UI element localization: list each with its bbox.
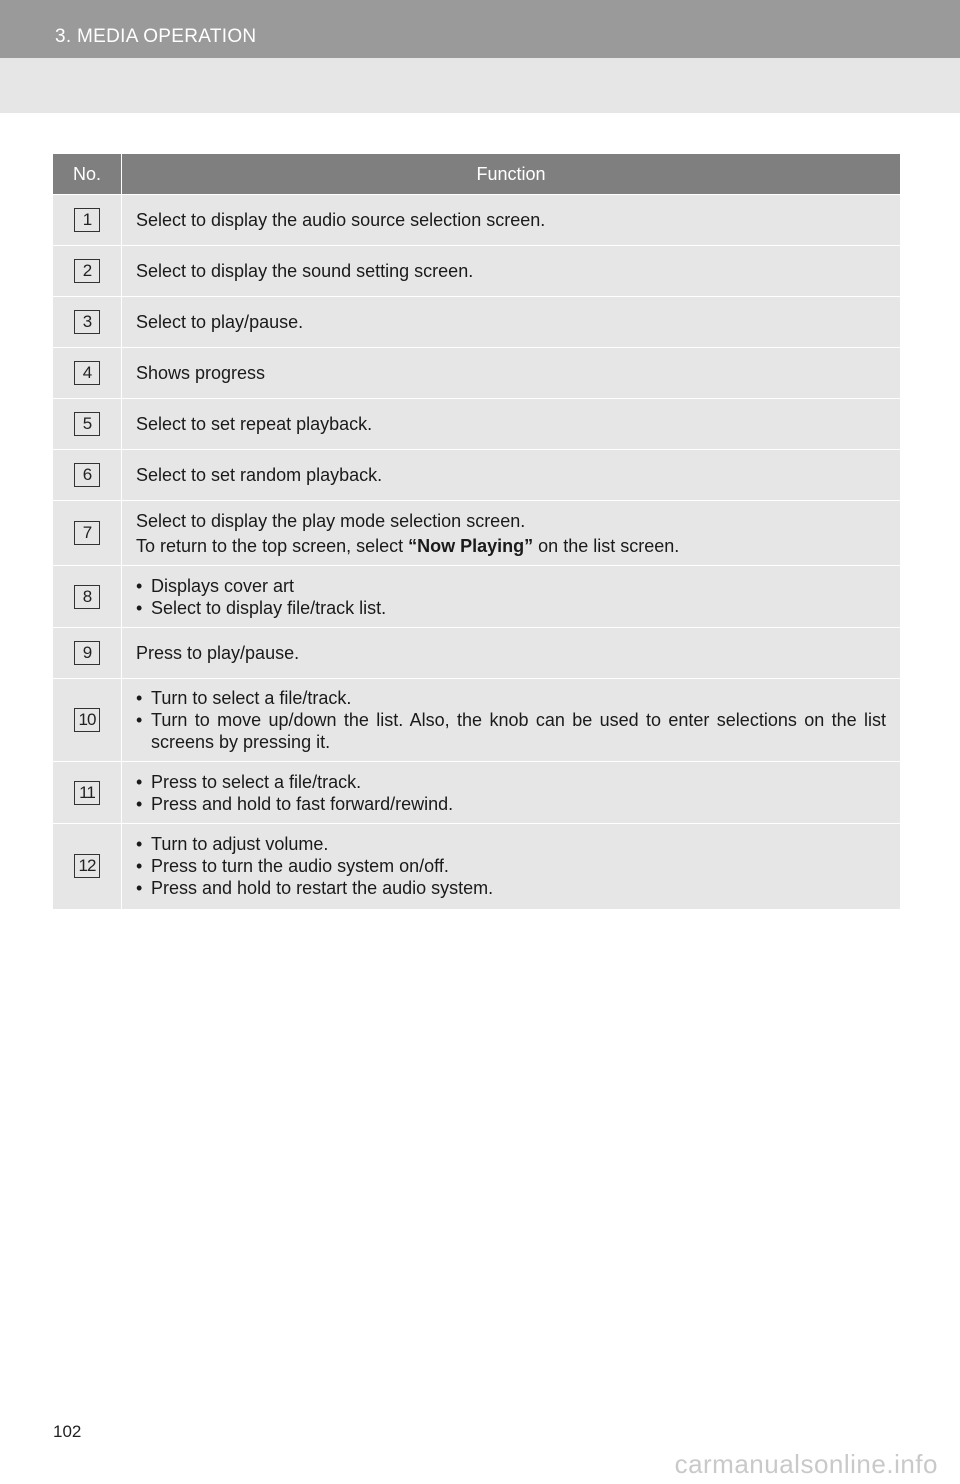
watermark: carmanualsonline.info (674, 1449, 938, 1479)
number-badge: 8 (74, 585, 100, 609)
table-row (53, 501, 900, 566)
number-badge: 11 (74, 781, 100, 805)
function-cell (122, 450, 901, 501)
bullet-item: • Displays cover art (136, 575, 886, 597)
number-badge: 12 (74, 854, 100, 878)
row-number-cell (53, 762, 122, 824)
function-text: Select to set repeat playback. (136, 414, 373, 434)
bullet-item: • Press and hold to fast forward/rewind. (136, 793, 886, 815)
row-number-cell (53, 566, 122, 628)
column-header-no: No. (53, 154, 122, 195)
function-cell (122, 246, 901, 297)
function-cell (122, 348, 901, 399)
row-number-cell (53, 246, 122, 297)
number-badge: 3 (74, 310, 100, 334)
function-cell (122, 399, 901, 450)
function-text: Select to play/pause. (136, 312, 304, 332)
function-text: Select to display the sound setting screen. (136, 261, 474, 281)
function-cell (122, 297, 901, 348)
now-playing-label: “Now Playing” (408, 535, 534, 556)
table-row (53, 679, 900, 762)
function-text: Select to display the play mode selection screen. (136, 510, 526, 531)
function-cell (122, 566, 901, 628)
table-row (53, 195, 900, 246)
row-number-cell (53, 679, 122, 762)
function-cell (122, 762, 901, 824)
row-number-cell (53, 501, 122, 566)
number-badge: 9 (74, 641, 100, 665)
function-text-return (136, 535, 886, 557)
bullet-item: • Turn to move up/down the list. Also, the knob can be used to enter selections on the list screens by pressing it. (136, 709, 886, 753)
function-cell (122, 501, 901, 566)
function-text: Press to play/pause. (136, 643, 300, 663)
table-row (53, 297, 900, 348)
table-row (53, 246, 900, 297)
bullet-item: • Turn to select a file/track. (136, 687, 886, 709)
function-text: Select to set random playback. (136, 465, 383, 485)
header-band (0, 58, 960, 113)
table-row (53, 824, 900, 909)
text-fragment: on the list screen. (533, 535, 680, 556)
text-fragment: To return to the top screen, select (136, 535, 409, 556)
function-text: Shows progress (136, 363, 266, 383)
number-badge: 4 (74, 361, 100, 385)
row-number-cell (53, 399, 122, 450)
table-row (53, 399, 900, 450)
table-row (53, 566, 900, 628)
table-row (53, 762, 900, 824)
number-badge: 10 (74, 708, 100, 732)
table-row (53, 628, 900, 679)
row-number-cell (53, 628, 122, 679)
bullet-item: • Press to select a file/track. (136, 771, 886, 793)
bullet-item: • Select to display file/track list. (136, 597, 886, 619)
row-number-cell (53, 297, 122, 348)
number-badge: 1 (74, 208, 100, 232)
row-number-cell (53, 348, 122, 399)
column-header-function: Function (122, 154, 901, 195)
row-number-cell (53, 195, 122, 246)
function-cell (122, 628, 901, 679)
table-header-row (53, 154, 900, 195)
function-table (53, 154, 900, 909)
bullet-item: • Press to turn the audio system on/off. (136, 855, 886, 877)
bullet-item: • Press and hold to restart the audio system. (136, 877, 886, 899)
function-cell (122, 824, 901, 909)
number-badge: 5 (74, 412, 100, 436)
row-number-cell (53, 824, 122, 909)
section-title: 3. MEDIA OPERATION (55, 26, 257, 47)
function-cell (122, 195, 901, 246)
page-number: 102 (53, 1422, 82, 1441)
table-row (53, 450, 900, 501)
function-cell (122, 679, 901, 762)
bullet-item: • Turn to adjust volume. (136, 833, 886, 855)
row-number-cell (53, 450, 122, 501)
number-badge: 7 (74, 521, 100, 545)
number-badge: 6 (74, 463, 100, 487)
function-text: Select to display the audio source selection screen. (136, 210, 546, 230)
table-row (53, 348, 900, 399)
number-badge: 2 (74, 259, 100, 283)
